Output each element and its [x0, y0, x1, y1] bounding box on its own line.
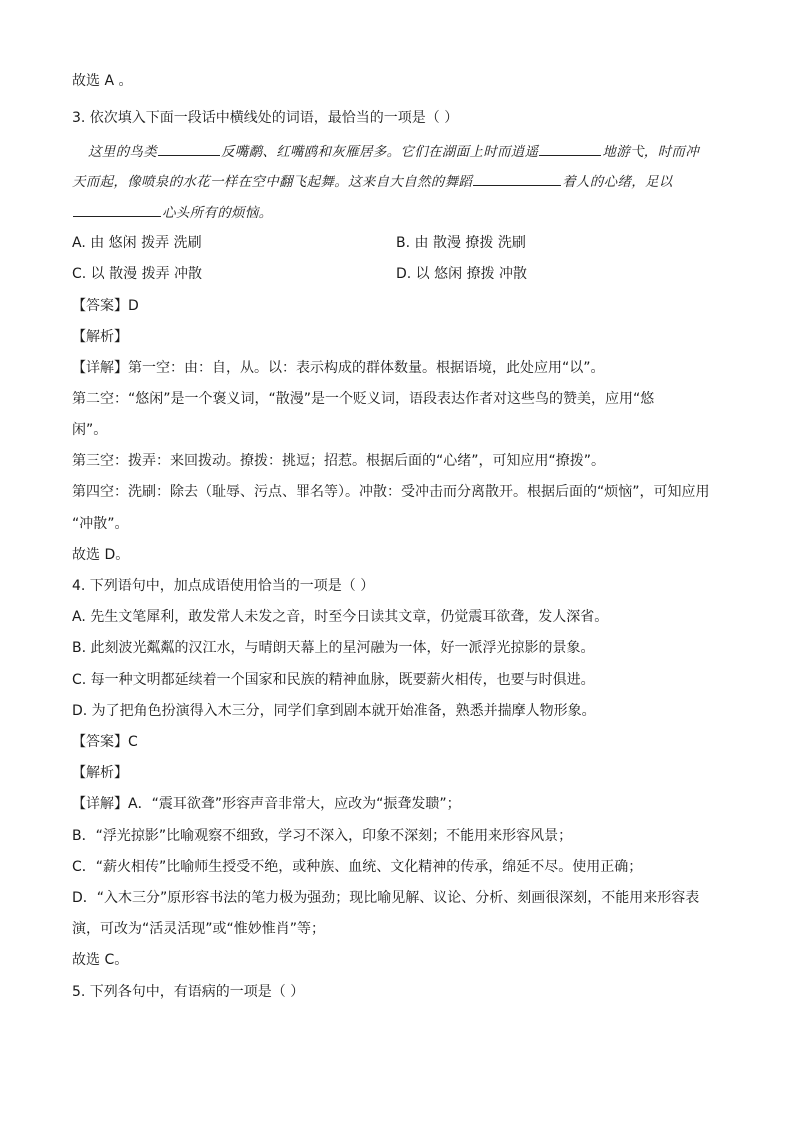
q3-detail-1: 【详解】第一空：由：自，从。以：表示构成的群体数量。根据语境，此处应用“以”。	[72, 360, 605, 376]
q4-answer: 【答案】C	[72, 734, 138, 750]
q3-option-b: B. 由 散漫 撩拨 洗刷	[396, 235, 526, 251]
q4-detail-a: 【详解】A．“震耳欲聋”形容声音非常大，应改为“振聋发聩”；	[72, 796, 461, 812]
q3-passage-text: 心头所有的烦恼。	[162, 205, 273, 221]
q3-passage-line-2	[72, 171, 673, 191]
q3-stem: 3. 依次填入下面一段话中横线处的词语，最恰当的一项是（ ）	[72, 110, 459, 126]
q4-option-c: C. 每一种文明都延续着一个国家和民族的精神血脉，既要薪火相传，也要与时俱进。	[72, 672, 595, 688]
q4-stem: 4. 下列语句中，加点成语使用恰当的一项是（ ）	[72, 578, 375, 594]
q3-option-a: A. 由 悠闲 拨弄 洗刷	[72, 235, 202, 251]
q3-passage-text: 着人的心绪，足以	[562, 174, 673, 190]
q3-option-d: D. 以 悠闲 撩拨 冲散	[396, 266, 528, 282]
q4-detail-d-1: D．“入木三分”原形容书法的笔力极为强劲；现比喻见解、议论、分析、刻画很深刻，不能用来形容表	[72, 890, 700, 906]
q3-detail-4a: 第四空：洗刷：除去（耻辱、污点、罪名等）。冲散：受冲击而分离散开。根据后面的“烦恼”，可知应用	[72, 484, 710, 500]
q3-passage-text: 反嘴鹬、红嘴鸥和灰雁居多。它们在湖面上时而逍遥	[221, 144, 539, 160]
q3-conclusion: 故选 D。	[72, 547, 130, 563]
q4-option-a: A. 先生文笔犀利，敢发常人未发之音，时至今日读其文章，仍觉震耳欲聋，发人深省。	[72, 609, 609, 625]
q3-passage-line-1	[88, 141, 699, 161]
q3-passage-text: 地游弋，时而冲	[602, 144, 700, 160]
q4-conclusion: 故选 C。	[72, 952, 129, 968]
q4-detail-b: B．“浮光掠影”比喻观察不细致，学习不深入，印象不深刻；不能用来形容风景；	[72, 828, 573, 844]
q3-option-c: C. 以 散漫 拨弄 冲散	[72, 266, 203, 282]
q3-passage-text: 这里的鸟类	[88, 144, 157, 160]
prev-conclusion: 故选 A 。	[72, 73, 133, 89]
q4-detail-c: C．“薪火相传”比喻师生授受不绝，或种族、血统、文化精神的传承，绵延不尽。使用正确；	[72, 859, 643, 875]
fill-blank-4	[73, 202, 161, 217]
q4-option-b: B. 此刻波光粼粼的汉江水，与晴朗天幕上的星河融为一体，好一派浮光掠影的景象。	[72, 640, 595, 656]
q4-option-d: D. 为了把角色扮演得入木三分，同学们拿到剧本就开始准备，熟悉并揣摩人物形象。	[72, 703, 596, 719]
q3-detail-4b: “冲散”。	[72, 516, 129, 532]
q3-detail-3: 第三空：拨弄：来回拨动。撩拨：挑逗；招惹。根据后面的“心绪”，可知应用“撩拨”。	[72, 453, 606, 469]
q3-detail-2b: 闲”。	[72, 422, 108, 438]
q3-answer: 【答案】D	[72, 298, 139, 314]
fill-blank-1	[158, 141, 220, 156]
fill-blank-3	[473, 171, 561, 186]
q3-passage-line-3	[72, 202, 272, 222]
q5-stem: 5. 下列各句中，有语病的一项是（ ）	[72, 984, 305, 1000]
q3-passage-text: 天而起，像喷泉的水花一样在空中翻飞起舞。这来自大自然的舞蹈	[72, 174, 473, 190]
fill-blank-2	[539, 141, 601, 156]
q3-detail-2a: 第二空：“悠闲”是一个褒义词，“散漫”是一个贬义词，语段表达作者对这些鸟的赞美，应用“悠	[72, 391, 655, 407]
q4-analysis-label: 【解析】	[72, 765, 128, 781]
q3-analysis-label: 【解析】	[72, 329, 128, 345]
q4-detail-d-2: 演，可改为“活灵活现”或“惟妙惟肖”等；	[72, 921, 326, 937]
